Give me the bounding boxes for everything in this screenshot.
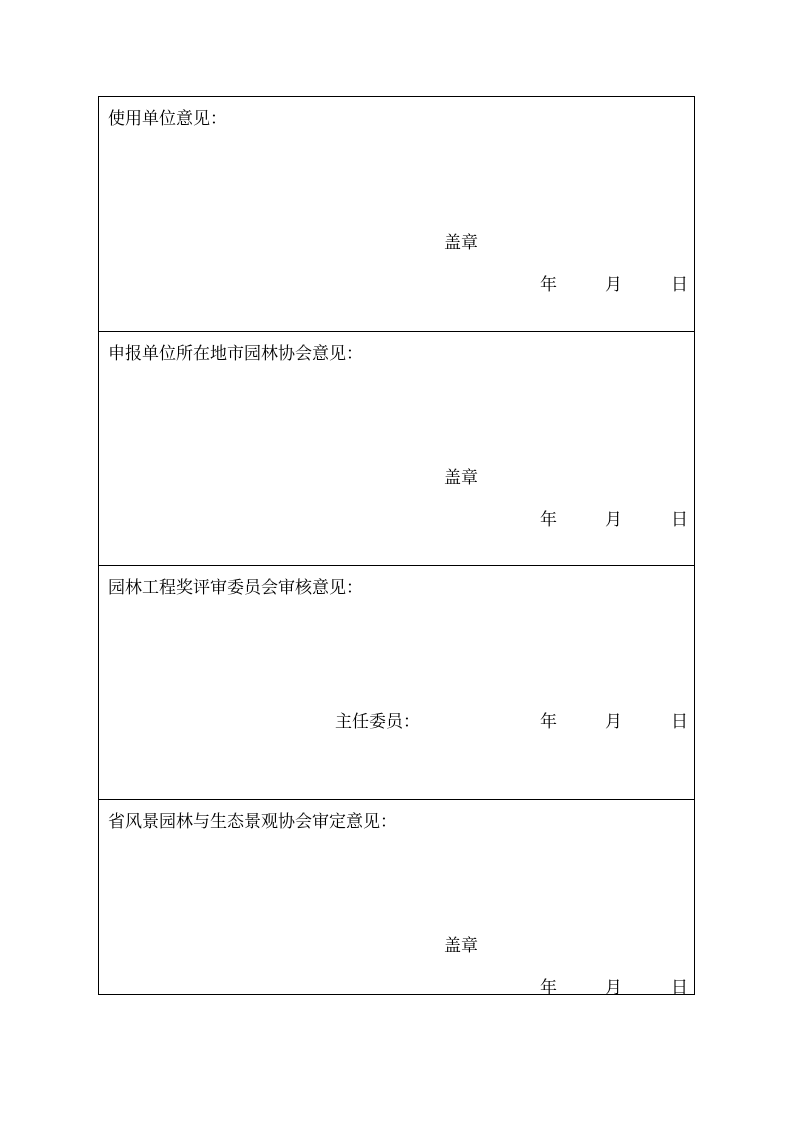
user-unit-opinion-section: [99, 97, 694, 331]
date-day-label: 日: [671, 275, 688, 295]
committee-director-label: 主任委员：: [335, 712, 420, 732]
section-title: 省风景园林与生态景观协会审定意见：: [108, 812, 397, 832]
date-day-label: 日: [671, 510, 688, 530]
date-year-label: 年: [540, 510, 557, 530]
opinion-form-table: [98, 96, 695, 995]
date-day-label: 日: [671, 978, 688, 995]
date-year-label: 年: [540, 275, 557, 295]
date-day-label: 日: [671, 712, 688, 732]
date-month-label: 月: [605, 275, 622, 295]
section-title: 使用单位意见：: [108, 109, 227, 129]
city-association-opinion-section: [99, 331, 694, 565]
seal-label: 盖章: [444, 233, 478, 253]
seal-label: 盖章: [444, 468, 478, 488]
date-month-label: 月: [605, 510, 622, 530]
date-month-label: 月: [605, 712, 622, 732]
review-committee-opinion-section: [99, 565, 694, 799]
date-year-label: 年: [540, 978, 557, 995]
date-year-label: 年: [540, 712, 557, 732]
date-month-label: 月: [605, 978, 622, 995]
section-title: 园林工程奖评审委员会审核意见：: [108, 578, 363, 598]
seal-label: 盖章: [444, 936, 478, 956]
section-title: 申报单位所在地市园林协会意见：: [108, 344, 363, 364]
provincial-association-opinion-section: [99, 799, 694, 995]
